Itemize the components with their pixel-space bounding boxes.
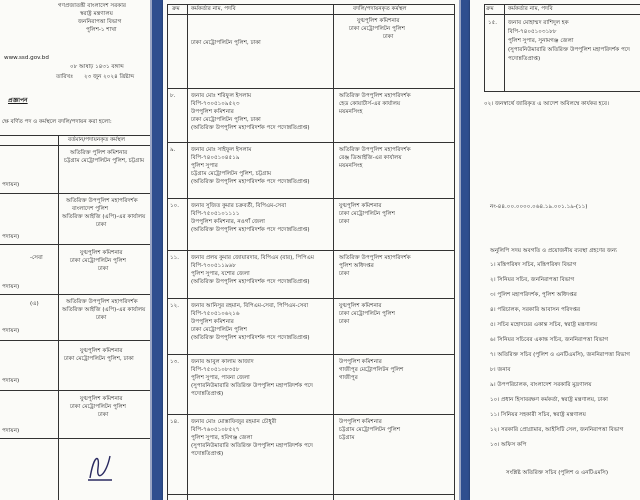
- p3-copy-item: ১১। সিনিয়র সহকারী সচিব, স্বরাষ্ট্র মন্ত্রণালয়: [490, 412, 586, 418]
- col-header-name: কর্মকর্তার নাম, পদবি: [191, 6, 236, 12]
- p1-row4-note: (এ): [30, 301, 39, 307]
- row-rule: [167, 494, 455, 495]
- p3-entry-line2: বিপি-৭৪০৫১০৩১৮৮: [508, 29, 557, 35]
- p2-entry-name-line: পুলিশ সুপার, যশোর জেলা: [191, 271, 250, 277]
- p3-copy-item: ৬। সিনিয়র সচিবের একান্ত সচিব, জননিরাপত্তা বিভাগ: [490, 337, 609, 343]
- p3-copy-item: ১০। প্রধান হিসাবরক্ষণ কর্মকর্তা, স্বরাষ্ট্র মন্ত্রণালয়, ঢাকা: [490, 397, 608, 403]
- intro-text: ক্ষে বর্ণিত পদ ও কর্মস্থলে বদলি/পদায়ন করা হলো:: [2, 119, 112, 125]
- p2-entry-name-line: জনাব সুজিত কুমার চক্রবর্তী, বিপিএম-সেবা: [191, 203, 286, 209]
- row-rule: [167, 198, 455, 199]
- p2-entry-name-line: (অতিরিক্ত উপপুলিশ মহাপরিদর্শক পদে পদোন্নতিপ্রাপ্ত): [191, 179, 310, 185]
- table-top-rule: [484, 4, 640, 5]
- date-label: তারিখঃ: [56, 74, 74, 80]
- p2-entry-post-line: ঢাকা মেট্রোপলিটন পুলিশ: [339, 211, 395, 217]
- col-header-no: ক্রম: [172, 6, 180, 12]
- p3-copy-item: ৩। পুলিশ মহাপরিদর্শক, পুলিশ অধিদপ্তর: [490, 292, 577, 298]
- p1-row6-line3: ঢাকা: [98, 412, 109, 418]
- p2-entry-no: ১২.: [170, 303, 180, 309]
- p1-row3-note: -সেবা: [30, 255, 43, 261]
- p3-entry-line5: পদোন্নতিপ্রাপ্ত): [508, 56, 541, 62]
- p2-entry-post-line: অতিরিক্ত উপপুলিশ মহাপরিদর্শক: [339, 255, 411, 261]
- p2-entry-name-line: পদোন্নতিপ্রাপ্ত): [191, 451, 224, 457]
- p2-entry-name-line: বিপি-৭৬০৫১০৮৫২৭: [191, 427, 240, 433]
- p1-row2-line4: ঢাকা: [96, 222, 107, 228]
- row-rule: [167, 250, 455, 251]
- p2-entry-post-line: অতিরিক্ত উপপুলিশ মহাপরিদর্শক: [339, 147, 411, 153]
- p2-entry-post-line: চট্টগ্রাম মেট্রোপলিটন পুলিশ: [339, 427, 401, 433]
- p1-row5-line2: ঢাকা মেট্রোপলিটন পুলিশ, ঢাকা: [64, 356, 134, 362]
- p2-entry-name-line: পুলিশ সুপার, পাবনা জেলা: [191, 375, 250, 381]
- p2-entry-name-line: বিপি-৭৫০৫১০৬২১৬: [191, 311, 240, 317]
- p2-entry-post-line: যুগ্মপুলিশ কমিশনার: [339, 303, 382, 309]
- column-divider: [333, 4, 334, 500]
- p3-entry-line4: (সুপারনিউমারারি অতিরিক্ত উপপুলিশ মহাপরিদর্শক পদে: [508, 47, 630, 53]
- document-page-3: [470, 0, 640, 500]
- header-line-4: পুলিশ-১ শাখা: [86, 27, 117, 33]
- p2-entry-name-line: (অতিরিক্ত উপপুলিশ মহাপরিদর্শক পদে পদোন্নতিপ্রাপ্ত): [191, 125, 310, 131]
- row-rule: [0, 294, 150, 295]
- column-header: বর্তমান/পদায়নকৃত কর্মস্থল: [68, 137, 126, 143]
- p3-memo: নং-৪৪.০০.০০০০.০৬৪.১৯.০০১.১৯-(১১): [490, 204, 588, 210]
- table-bottom-rule: [484, 91, 640, 92]
- p2-entry-post-line: রেঞ্জ ডিআইজি-এর কার্যালয়: [339, 155, 402, 161]
- p2-entry-post-line: ময়মনসিংহ: [339, 163, 363, 169]
- table-top-rule: [0, 135, 150, 136]
- signature-mark: [84, 448, 116, 484]
- p1-row3-line3: ঢাকা: [98, 266, 109, 272]
- p1-row3-line2: ঢাকা মেট্রোপলিটন পুলিশ: [70, 258, 126, 264]
- column-divider: [187, 4, 188, 500]
- p1-row3-tail: পদায়ন): [2, 284, 20, 290]
- p1-row4-line1: অতিরিক্ত উপপুলিশ মহাপরিদর্শক: [66, 299, 138, 305]
- website-link[interactable]: www.ssd.gov.bd: [4, 55, 49, 61]
- p2-entry-name-line: পুলিশ সুপার: [191, 163, 218, 169]
- p1-row2-line2: বাংলাদেশ পুলিশ: [72, 206, 109, 212]
- p3-copy-item: ১। মন্ত্রিপরিষদ সচিব, মন্ত্রিপরিষদ বিভাগ: [490, 262, 577, 268]
- p3-entry-line3: পুলিশ সুপার, সুনামগঞ্জ জেলা: [508, 38, 574, 44]
- p1-row2-line1: অতিরিক্ত উপপুলিশ মহাপরিদর্শক: [66, 198, 138, 204]
- p1-row3-line1: যুগ্মপুলিশ কমিশনার: [80, 250, 123, 256]
- p1-row2-tail: পদায়ন): [2, 234, 20, 240]
- column-divider: [484, 4, 485, 92]
- p2-entry-name-line: জনাব আনিসুর রহমান, বিপিএম-সেবা, পিপিএম-সেবা: [191, 303, 309, 309]
- p2-entry-name-line: (অতিরিক্ত উপপুলিশ মহাপরিদর্শক পদে পদোন্নতিপ্রাপ্ত): [191, 279, 310, 285]
- p1-row4-line3: ঢাকা: [96, 315, 107, 321]
- p2-entry-name-line: (অতিরিক্ত উপপুলিশ মহাপরিদর্শক পদে পদোন্নতিপ্রাপ্ত): [191, 227, 310, 233]
- p2-entry-name-line: পুলিশ সুপার, হবিগঞ্জ জেলা: [191, 435, 253, 441]
- table-top-rule: [167, 4, 455, 5]
- p3-copy-item: ২। সিনিয়র সচিব, জননিরাপত্তা বিভাগ: [490, 277, 575, 283]
- column-divider: [504, 4, 505, 92]
- header-line-1: গণপ্রজাতন্ত্রী বাংলাদেশ সরকার: [58, 3, 126, 9]
- row-rule: [0, 244, 150, 245]
- p2-entry-name-line: জনাব মোঃ সাইফুল ইসলাম: [191, 147, 252, 153]
- p2-entry-name-line: ঢাকা মেট্রোপলিটন পুলিশ: [191, 327, 247, 333]
- p2-entry-name-line: বিপি-৭৩০৫১০৯৫২৩: [191, 101, 240, 107]
- p2-entry-no: ১৩.: [170, 359, 180, 365]
- p2-entry-post-line: উপপুলিশ কমিশনার: [339, 419, 382, 425]
- p2-top-post-2: ঢাকা মেট্রোপলিটন পুলিশ: [349, 26, 405, 32]
- p3-copy-item: ১৩। অফিস কপি: [490, 442, 527, 448]
- header-line-3: জননিরাপত্তা বিভাগ: [78, 19, 122, 25]
- p3-col-header-name: কর্মকর্তার নাম, পদবি: [508, 6, 553, 12]
- p2-entry-post-line: ঢাকা: [339, 271, 350, 277]
- row-rule: [167, 354, 455, 355]
- table-header-rule: [167, 14, 455, 15]
- p2-entry-name-line: জনাব মোঃ শরিফুল ইসলাম: [191, 93, 252, 99]
- p2-entry-name-line: (সুপারনিউমারারি অতিরিক্ত উপপুলিশ মহাপরিদর্শক পদে: [191, 443, 313, 449]
- p2-entry-name-line: জনাব প্রলয় কুমার জোয়ারদার, বিপিএম (বার), পিপিএম: [191, 255, 314, 261]
- document-page-2: [163, 0, 459, 500]
- p3-col-header-no: ক্রম: [486, 6, 494, 12]
- p3-copy-item: ৪। পরিচালক, সরকারি আবাসন পরিদপ্তর: [490, 307, 581, 313]
- p2-entry-name-line: (সুপারনিউমারারি অতিরিক্ত উপপুলিশ মহাপরিদর্শক পদে: [191, 383, 313, 389]
- column-divider: [454, 4, 455, 500]
- p1-row1-line1: অতিরিক্ত পুলিশ কমিশনার: [70, 150, 128, 156]
- p3-copy-tail: সংশ্লিষ্ট অতিরিক্ত সচিব (পুলিশ ও এনটিএমসি): [506, 470, 609, 476]
- table-header-rule: [0, 145, 150, 146]
- column-divider: [58, 135, 59, 500]
- p3-entry-line1: জনাব মোহাম্মদ রাশিদুল হক: [508, 20, 569, 26]
- row-rule: [167, 298, 455, 299]
- document-title: প্রজ্ঞাপন: [8, 97, 28, 104]
- p2-entry-name-line: চট্টগ্রাম মেট্রোপলিটন পুলিশ, চট্টগ্রাম: [191, 171, 272, 177]
- p1-row5-tail: পদায়ন): [2, 378, 20, 384]
- p2-entry-name-line: উপপুলিশ কমিশনার: [191, 319, 234, 325]
- p2-entry-post-line: ঢাকা মেট্রোপলিটন পুলিশ: [339, 311, 395, 317]
- p2-entry-name-line: জনাব আবুল কালাম আজাদ: [191, 359, 254, 365]
- p2-top-post-3: ঢাকা: [383, 34, 394, 40]
- p2-entry-no: ৮.: [170, 93, 176, 99]
- p2-entry-no: ৯.: [170, 147, 176, 153]
- document-page-1: [0, 0, 150, 500]
- page-gap-1: [150, 0, 152, 500]
- row-rule: [0, 390, 150, 391]
- p1-row5-line1: যুগ্মপুলিশ কমিশনার: [80, 348, 123, 354]
- row-rule: [167, 142, 455, 143]
- p2-entry-post-line: অতিরিক্ত উপপুলিশ মহাপরিদর্শক: [339, 93, 411, 99]
- row-rule: [167, 88, 455, 89]
- p2-entry-name-line: উপপুলিশ কমিশনার, নওগাঁ জেলা: [191, 219, 265, 225]
- row-rule: [0, 193, 150, 194]
- p2-entry-post-line: ময়মনসিংহ: [339, 109, 363, 115]
- p1-row1-line2: চট্টগ্রাম মেট্রোপলিটন পুলিশ, চট্টগ্রাম: [64, 158, 145, 164]
- p2-entry-no: ১১.: [170, 255, 180, 261]
- col-header-post: বদলি/পদায়নকৃত কর্মস্থল: [353, 6, 407, 12]
- p2-entry-name-line: বিপি-৭৪০৫১০৪৫১৯: [191, 155, 240, 161]
- p2-entry-post-line: হেড কোয়ার্টার্স-এর কার্যালয়: [339, 101, 401, 107]
- page-gap-2: [459, 0, 461, 500]
- row-rule: [167, 414, 455, 415]
- p2-entry-post-line: উপপুলিশ কমিশনার: [339, 359, 382, 365]
- p2-entry-no: ১৪.: [170, 419, 180, 425]
- table-bottom-rule: [0, 438, 150, 439]
- table-header-rule: [484, 14, 640, 15]
- p3-copy-item: ৯। উপপরিচালক, বাংলাদেশ সরকারি মুদ্রণালয়: [490, 382, 592, 388]
- p1-row6-line2: ঢাকা মেট্রোপলিটন পুলিশ: [70, 404, 126, 410]
- p2-entry-post-line: পুলিশ অধিদপ্তর: [339, 263, 374, 269]
- date-bengali: ০৮ আষাঢ় ১৪৩১ বঙ্গাব্দ: [70, 64, 124, 70]
- row-rule: [0, 340, 150, 341]
- p2-entry-name-line: ঢাকা মেট্রোপলিটন পুলিশ, ঢাকা: [191, 117, 261, 123]
- p3-note: ০২। জনস্বার্থে জারিকৃত এ আদেশ অবিলম্বে কার্যকর হবে।: [484, 101, 609, 107]
- p1-row6-tail: পদায়ন): [2, 428, 20, 434]
- column-divider: [167, 4, 168, 500]
- p1-row6-line1: যুগ্মপুলিশ কমিশনার: [80, 396, 123, 402]
- p2-entry-post-line: গাজীপুর মেট্রোপলিটন পুলিশ: [339, 367, 404, 373]
- p3-copy-item: ৭। অতিরিক্ত সচিব (পুলিশ ও এনটিএমসি), জননিরাপত্তা বিভাগ: [490, 352, 630, 358]
- p3-copy-item: ৮। জনাব: [490, 367, 511, 373]
- p2-entry-name-line: বিপি-৭৩০৫১১৯৬৮: [191, 263, 236, 269]
- p2-entry-no: ১০.: [170, 203, 180, 209]
- p1-row4-line2: অতিরিক্ত আইজি (এপি)-এর কার্যালয়: [62, 307, 146, 313]
- p2-entry-post-line: গাজীপুর: [339, 375, 358, 381]
- p2-entry-post-line: চট্টগ্রাম: [339, 435, 355, 441]
- date-gregorian: ২৩ জুন ২০২৪ খ্রিষ্টাব্দ: [84, 74, 135, 80]
- p2-entry-name-line: পদোন্নতিপ্রাপ্ত): [191, 391, 224, 397]
- header-line-2: স্বরাষ্ট্র মন্ত্রণালয়: [80, 11, 113, 17]
- p1-row4-tail: পদায়ন): [2, 328, 20, 334]
- p1-row2-line3: অতিরিক্ত আইজি (এপি)-এর কার্যালয়: [62, 214, 146, 220]
- p3-entry-no: ১৫.: [488, 20, 498, 26]
- p2-entry-post-line: যুগ্মপুলিশ কমিশনার: [339, 203, 382, 209]
- p2-entry-name-line: (অতিরিক্ত উপপুলিশ মহাপরিদর্শক পদে পদোন্নতিপ্রাপ্ত): [191, 335, 310, 341]
- p2-entry-name-line: উপপুলিশ কমিশনার: [191, 109, 234, 115]
- p2-entry-post-line: ঢাকা: [339, 219, 350, 225]
- p2-entry-post-line: ঢাকা: [339, 319, 350, 325]
- p3-copy-item: ৫। সচিব মহোদয়ের একান্ত সচিব, স্বরাষ্ট্র মন্ত্রণালয়: [490, 322, 598, 328]
- p3-copy-heading: অনুলিপি সদয় অবগতি ও প্রয়োজনীয় ব্যবস্থা গ্রহণের জন্য: [490, 248, 617, 254]
- p2-entry-name-line: বিপি-৭৫০৫১০১১১১: [191, 211, 240, 217]
- p2-entry-name-line: জনাব মোঃ মোস্তাফিজুর রহমান চৌধুরী: [191, 419, 277, 425]
- p2-top-name: ঢাকা মেট্রোপলিটন পুলিশ, ঢাকা: [191, 40, 261, 46]
- p3-copy-item: ১২। সরকারি প্রোগ্রামার, আইসিটি সেল, জননিরাপত্তা বিভাগ: [490, 427, 624, 433]
- p2-top-post-1: যুগ্মপুলিশ কমিশনার: [357, 18, 400, 24]
- p2-entry-name-line: বিপি-৭৫০৫১০৮৩৫৮: [191, 367, 240, 373]
- p1-row1-tail: পদায়ন): [2, 182, 20, 188]
